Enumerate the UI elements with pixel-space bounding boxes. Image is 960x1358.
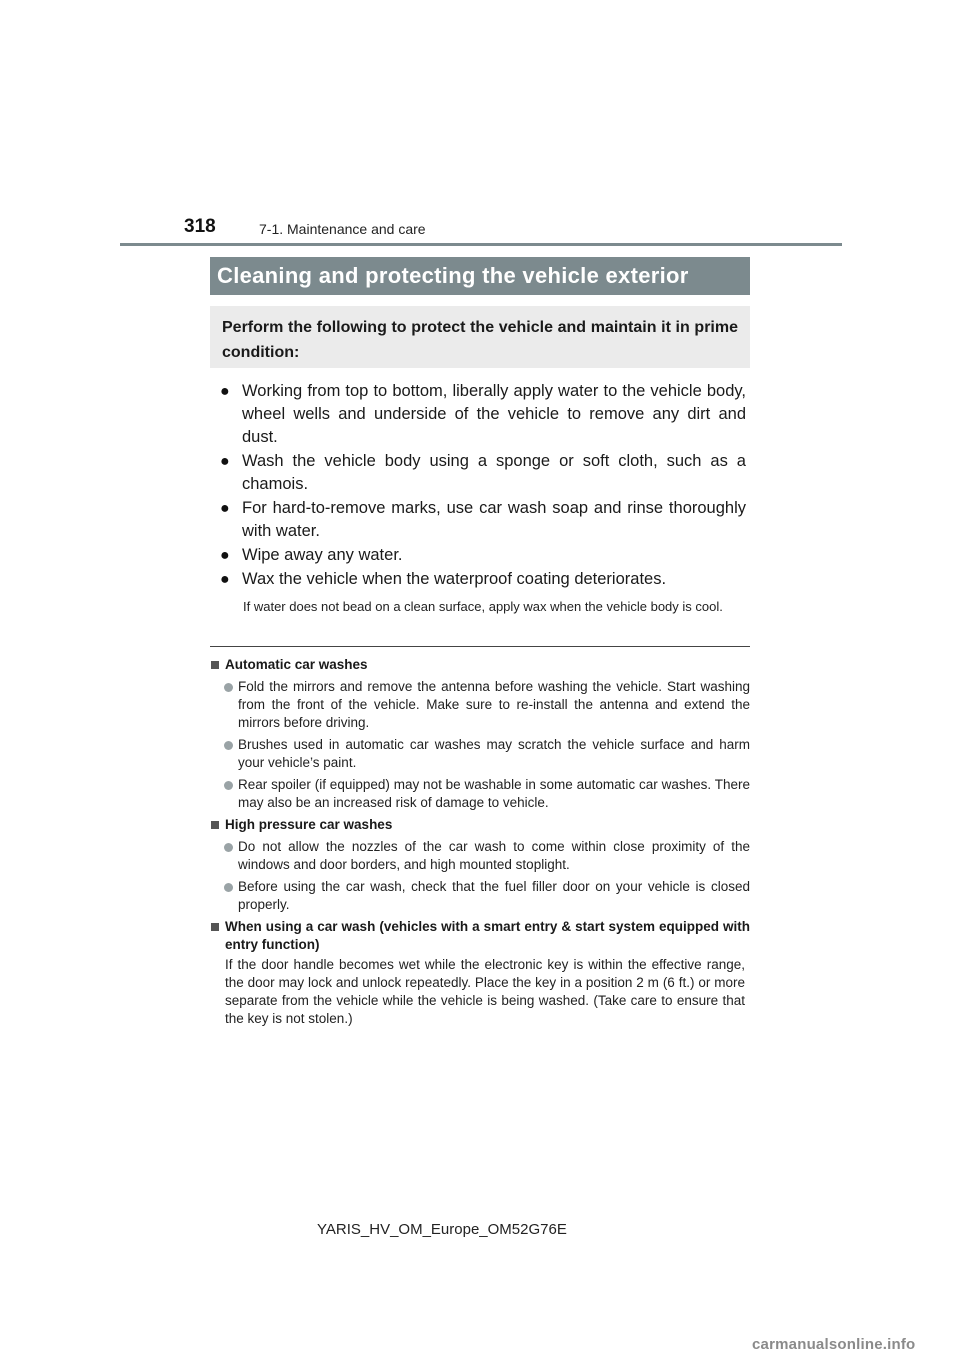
step-text: Wipe away any water. — [242, 546, 403, 564]
square-bullet-icon — [211, 923, 219, 931]
note-group-automatic — [210, 656, 750, 812]
bullet-icon: ● — [220, 453, 230, 470]
section-title: 7-1. Maintenance and care — [259, 221, 426, 237]
steps-list — [218, 380, 746, 592]
list-item: Fold the mirrors and remove the antenna before washing the vehicle. Start washing from the front of the vehicle. Make sure to re-install the antenna and extend the mirrors before driving. — [210, 678, 750, 732]
list-item — [218, 380, 746, 449]
square-bullet-icon — [211, 821, 219, 829]
tip-text: If water does not bead on a clean surface, apply wax when the vehicle body is cool. — [243, 599, 723, 614]
square-bullet-icon — [211, 661, 219, 669]
list-item — [218, 450, 746, 496]
step-text: Wax the vehicle when the waterproof coating deteriorates. — [242, 570, 667, 588]
list-item: Do not allow the nozzles of the car wash to come within close proximity of the windows and door borders, and high mounted stoplight. — [210, 838, 750, 874]
note-paragraph: If the door handle becomes wet while the electronic key is within the effective range, the door may lock and unlock repeatedly. Place the key in a position 2 m (6 ft.) or more separate from the vehicle while the vehicle is being washed. (Take care to ensure that the key is not stolen.) — [225, 957, 745, 1026]
step-text: For hard-to-remove marks, use car wash soap and rinse thoroughly with water. — [242, 499, 746, 540]
watermark: carmanualsonline.info — [752, 1336, 916, 1353]
step-text: Working from top to bottom, liberally apply water to the vehicle body, wheel wells and underside of the vehicle to remove any dirt and dust. — [242, 382, 746, 446]
note-heading: Automatic car washes — [210, 656, 750, 674]
dot-bullet-icon — [224, 683, 233, 692]
list-item: Rear spoiler (if equipped) may not be washable in some automatic car washes. There may also be an increased risk of damage to vehicle. — [210, 776, 750, 812]
section-divider — [210, 646, 750, 647]
bullet-icon: ● — [220, 383, 230, 400]
note-heading: When using a car wash (vehicles with a smart entry & start system equipped with entry function) — [210, 918, 750, 954]
intro-box: Perform the following to protect the vehicle and maintain it in prime condition: — [210, 306, 750, 368]
note-group-smart-entry — [210, 918, 750, 1028]
note-heading: High pressure car washes — [210, 816, 750, 834]
notes — [210, 654, 750, 1032]
document-footer: YARIS_HV_OM_Europe_OM52G76E — [317, 1221, 567, 1238]
dot-bullet-icon — [224, 781, 233, 790]
page-number: 318 — [184, 216, 216, 237]
dot-bullet-icon — [224, 883, 233, 892]
list-item: Brushes used in automatic car washes may scratch the vehicle surface and harm your vehicle’s paint. — [210, 736, 750, 772]
note-group-high-pressure — [210, 816, 750, 914]
list-item: Before using the car wash, check that the fuel filler door on your vehicle is closed properly. — [210, 878, 750, 914]
list-item — [218, 568, 746, 591]
bullet-icon: ● — [220, 571, 230, 588]
step-text: Wash the vehicle body using a sponge or soft cloth, such as a chamois. — [242, 452, 746, 493]
bullet-icon: ● — [220, 547, 230, 564]
bullet-icon: ● — [220, 500, 230, 517]
dot-bullet-icon — [224, 843, 233, 852]
dot-bullet-icon — [224, 741, 233, 750]
list-item — [218, 497, 746, 543]
list-item — [218, 544, 746, 567]
page-title: Cleaning and protecting the vehicle exterior — [210, 257, 750, 295]
header-rule — [120, 243, 842, 246]
